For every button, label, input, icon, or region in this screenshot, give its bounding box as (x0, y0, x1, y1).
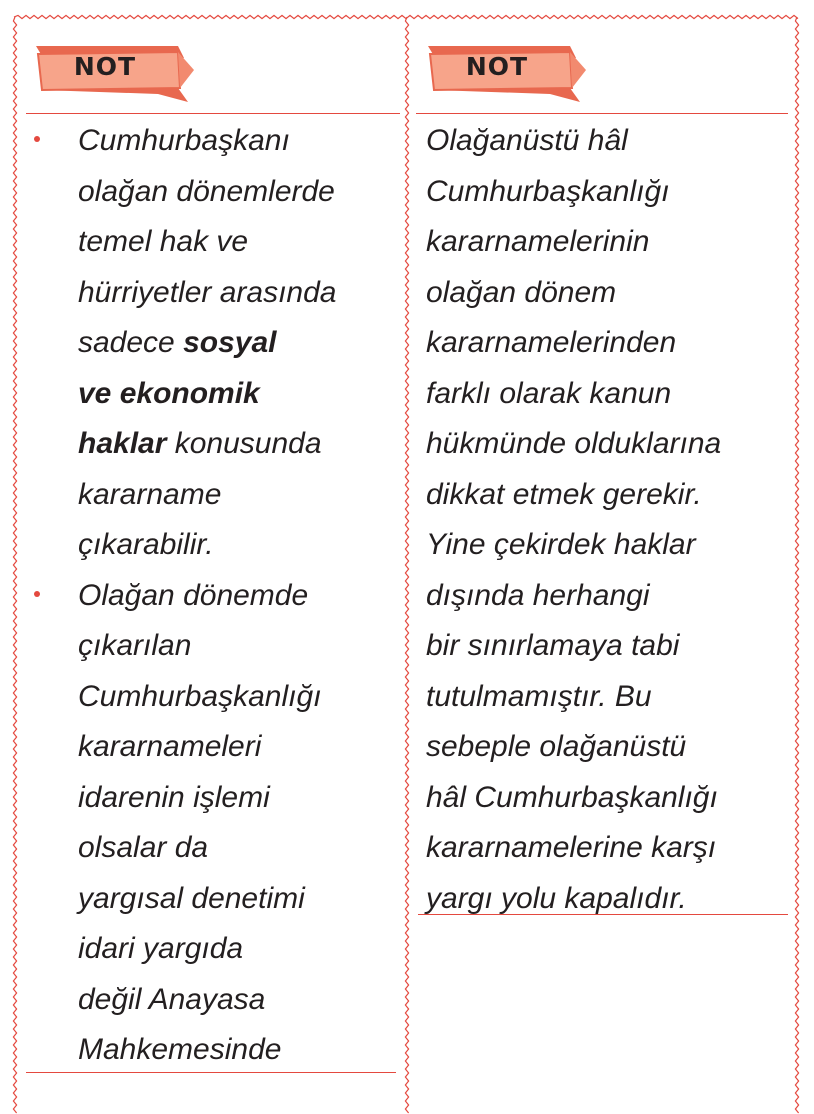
text-line: idari yargıda (78, 932, 244, 965)
text-line: hükmünde olduklarına (426, 427, 722, 460)
text-line: tutulmamıştır. Bu (426, 679, 652, 713)
right-note-body (426, 116, 790, 924)
text-line: kararnamelerinden (426, 326, 677, 359)
bullet-dot (34, 591, 40, 597)
text-line: temel hak ve (78, 225, 249, 258)
text-line: hâl Cumhurbaşkanlığı (426, 780, 718, 814)
text-line: yargı yolu kapalıdır. (426, 881, 687, 915)
text-line: kararnameleri (78, 730, 262, 763)
text-line: farklı olarak kanun (426, 376, 672, 410)
text-line: Cumhurbaşkanlığı (78, 679, 322, 713)
text-line: olağan dönem (426, 275, 617, 309)
bullet-item-1 (30, 116, 398, 571)
text-line: hürriyetler arasında (78, 275, 337, 309)
text-line: çıkarabilir. (78, 528, 214, 561)
text-line: kararname (78, 477, 222, 511)
right-not-tag (420, 40, 590, 106)
left-note-column (22, 0, 402, 1114)
bullet-dot (34, 136, 40, 142)
left-bottom-rule (26, 1072, 396, 1073)
text-line: değil Anayasa (78, 982, 266, 1016)
bold-term: sosyal (183, 326, 277, 359)
text-line (78, 369, 398, 420)
text-line: Cumhurbaşkanı (78, 124, 290, 157)
text-line: Cumhurbaşkanlığı (426, 174, 670, 208)
text-line (78, 419, 398, 470)
text-line: idarenin işlemi (78, 780, 270, 814)
text-line: Mahkemesinde (78, 1033, 282, 1066)
right-bottom-rule (418, 914, 788, 915)
left-not-tag (28, 40, 198, 106)
text-line (78, 318, 398, 369)
text-fragment: sadece (78, 326, 184, 359)
text-line: sebeple olağanüstü (426, 730, 687, 763)
right-note-column (414, 0, 790, 1114)
text-line: olsalar da (78, 831, 209, 864)
text-line: Olağan dönemde (78, 578, 309, 612)
text-line: dikkat etmek gerekir. (426, 477, 702, 511)
bullet-item-2 (30, 571, 398, 1076)
text-line: çıkarılan (78, 629, 192, 662)
text-line: kararnamelerinin (426, 225, 650, 258)
text-line: yargısal denetimi (78, 881, 305, 915)
text-line: olağan dönemlerde (78, 174, 335, 208)
text-line: kararnamelerine karşı (426, 831, 717, 864)
right-top-rule (416, 113, 788, 114)
text-line: dışında herhangi (426, 578, 650, 612)
left-top-rule (26, 113, 400, 114)
bold-term: ve ekonomik (78, 376, 260, 410)
text-line: bir sınırlamaya tabi (426, 629, 680, 662)
text-line: Olağanüstü hâl (426, 124, 628, 157)
text-line: Yine çekirdek haklar (426, 528, 696, 561)
left-note-body (30, 116, 398, 1076)
bold-term: haklar (78, 427, 167, 460)
left-not-label: NOT (73, 52, 137, 81)
right-not-label: NOT (465, 52, 529, 81)
text-fragment: konusunda (166, 427, 322, 460)
